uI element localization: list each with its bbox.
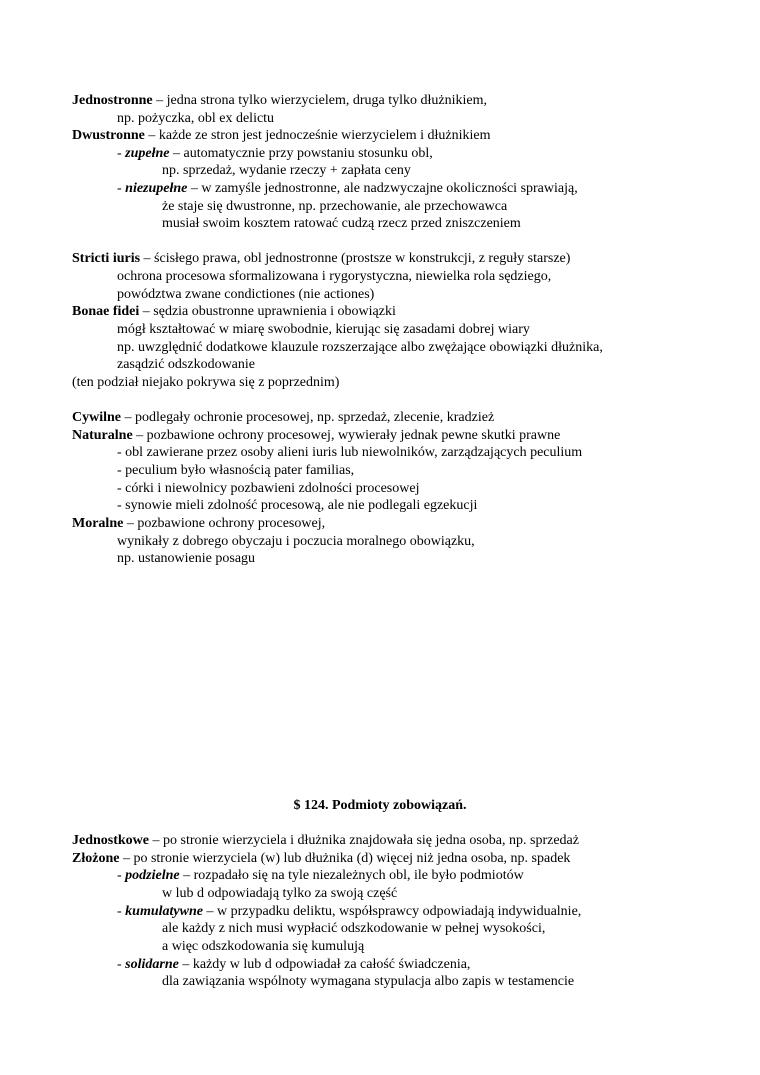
line-solidarne bbox=[117, 956, 470, 974]
line-bonae-fidei bbox=[72, 303, 396, 321]
line-jednostkowe bbox=[72, 832, 579, 850]
definition-text: – rozpadało się na tyle niezależnych obl, ile było podmiotów bbox=[179, 868, 524, 883]
term-bonae-fidei: Bonae fidei bbox=[72, 304, 140, 319]
term-moralne: Moralne bbox=[72, 516, 124, 531]
line-continuation: mógł kształtować w miarę swobodnie, kierując się zasadami dobrej wiary bbox=[117, 322, 530, 337]
term-kumulatywne: kumulatywne bbox=[125, 904, 203, 919]
list-item: - peculium było własnością pater familias, bbox=[117, 463, 355, 478]
line-continuation: np. sprzedaż, wydanie rzeczy + zapłata ceny bbox=[162, 163, 411, 178]
list-dash: - bbox=[117, 868, 126, 883]
line-continuation: dla zawiązania wspólnoty wymagana stypulacja albo zapis w testamencie bbox=[162, 974, 575, 989]
line-continuation: ochrona procesowa sformalizowana i rygorystyczna, niewielka rola sędziego, bbox=[117, 269, 552, 284]
definition-text: – w zamyśle jednostronne, ale nadzwyczajne okoliczności sprawiają, bbox=[187, 181, 578, 196]
definition-text: – w przypadku deliktu, współsprawcy odpowiadają indywidualnie, bbox=[202, 904, 582, 919]
term-stricti-iuris: Stricti iuris bbox=[72, 251, 141, 266]
line-niezupelne bbox=[117, 180, 578, 198]
line-continuation: wynikały z dobrego obyczaju i poczucia moralnego obowiązku, bbox=[117, 534, 475, 549]
term-dwustronne: Dwustronne bbox=[72, 128, 145, 143]
term-podzielne: podzielne bbox=[125, 868, 180, 883]
line-naturalne bbox=[72, 427, 560, 445]
term-solidarne: solidarne bbox=[125, 957, 179, 972]
line-podzielne bbox=[117, 867, 524, 885]
line-continuation: np. pożyczka, obl ex delictu bbox=[117, 111, 275, 126]
list-item: - synowie mieli zdolność procesową, ale nie podlegali egzekucji bbox=[117, 498, 478, 513]
term-jednostronne: Jednostronne bbox=[72, 93, 153, 108]
line-stricti-iuris bbox=[72, 250, 570, 268]
line-continuation: ale każdy z nich musi wypłacić odszkodowanie w pełnej wysokości, bbox=[162, 921, 546, 936]
line-continuation: a więc odszkodowania się kumulują bbox=[162, 939, 365, 954]
list-dash: - bbox=[117, 904, 126, 919]
definition-text: – pozbawione ochrony procesowej, wywierały jednak pewne skutki prawne bbox=[132, 428, 561, 443]
list-item: - obl zawierane przez osoby alieni iuris lub niewolników, zarządzających peculium bbox=[117, 445, 583, 460]
line-jednostronne bbox=[72, 92, 487, 110]
term-cywilne: Cywilne bbox=[72, 410, 121, 425]
definition-text: – po stronie wierzyciela i dłużnika znajdowała się jedna osoba, np. sprzedaż bbox=[149, 833, 579, 848]
line-continuation: zasądzić odszkodowanie bbox=[117, 357, 255, 372]
list-dash: - bbox=[117, 146, 126, 161]
definition-text: – każdy w lub d odpowiadał za całość świadczenia, bbox=[178, 957, 471, 972]
note-text: (ten podział niejako pokrywa się z poprzednim) bbox=[72, 375, 340, 390]
definition-text: – sędzia obustronne uprawnienia i obowiązki bbox=[139, 304, 396, 319]
definition-text: – automatycznie przy powstaniu stosunku obl, bbox=[169, 146, 433, 161]
list-dash: - bbox=[117, 181, 126, 196]
line-zlozone bbox=[72, 850, 570, 868]
term-zlozone: Złożone bbox=[72, 851, 120, 866]
line-zupelne bbox=[117, 145, 433, 163]
term-naturalne: Naturalne bbox=[72, 428, 133, 443]
definition-text: – każde ze stron jest jednocześnie wierzycielem i dłużnikiem bbox=[144, 128, 491, 143]
line-continuation: np. ustanowienie posagu bbox=[117, 551, 256, 566]
line-continuation: w lub d odpowiadają tylko za swoją część bbox=[162, 886, 398, 901]
definition-text: – podlegały ochronie procesowej, np. sprzedaż, zlecenie, kradzież bbox=[121, 410, 495, 425]
definition-text: – ścisłego prawa, obl jednostronne (prostsze w konstrukcji, z reguły starsze) bbox=[140, 251, 571, 266]
line-cywilne bbox=[72, 409, 494, 427]
line-continuation: że staje się dwustronne, np. przechowanie, ale przechowawca bbox=[162, 199, 508, 214]
line-continuation: np. uwzględnić dodatkowe klauzule rozszerzające albo zwężające obowiązki dłużnika, bbox=[117, 340, 603, 355]
term-niezupelne: niezupełne bbox=[125, 181, 188, 196]
definition-text: – jedna strona tylko wierzycielem, druga tylko dłużnikiem, bbox=[152, 93, 488, 108]
definition-text: – po stronie wierzyciela (w) lub dłużnika (d) więcej niż jedna osoba, np. spadek bbox=[119, 851, 571, 866]
list-item: - córki i niewolnicy pozbawieni zdolności procesowej bbox=[117, 481, 420, 496]
list-dash: - bbox=[117, 957, 126, 972]
definition-text: – pozbawione ochrony procesowej, bbox=[123, 516, 326, 531]
term-zupelne: zupełne bbox=[125, 146, 170, 161]
line-continuation: musiał swoim kosztem ratować cudzą rzecz przed zniszczeniem bbox=[162, 216, 521, 231]
line-dwustronne bbox=[72, 127, 490, 145]
line-continuation: powództwa zwane condictiones (nie actiones) bbox=[117, 287, 375, 302]
section-heading: $ 124. Podmioty zobowiązań. bbox=[293, 798, 467, 813]
line-moralne bbox=[72, 515, 325, 533]
line-kumulatywne bbox=[117, 903, 581, 921]
term-jednostkowe: Jednostkowe bbox=[72, 833, 150, 848]
